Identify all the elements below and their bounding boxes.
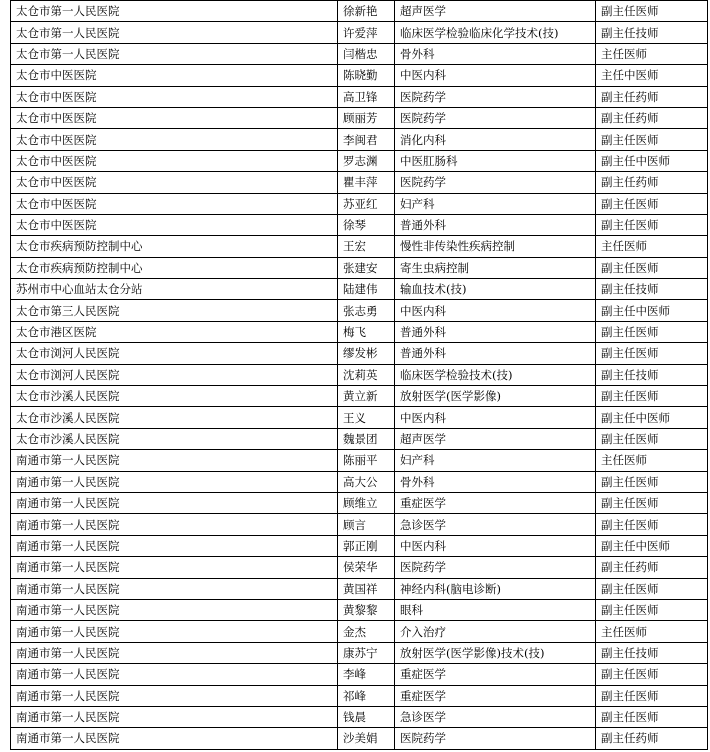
specialty-cell: 重症医学 — [395, 685, 596, 706]
specialty-cell: 医院药学 — [395, 172, 596, 193]
hospital-cell: 太仓市中医医院 — [11, 172, 338, 193]
table-row — [11, 578, 708, 599]
specialty-cell: 寄生虫病控制 — [395, 257, 596, 278]
title-cell: 副主任药师 — [596, 172, 708, 193]
hospital-cell: 太仓市沙溪人民医院 — [11, 386, 338, 407]
hospital-cell: 南通市第一人民医院 — [11, 685, 338, 706]
name-cell: 李峰 — [338, 664, 395, 685]
table-row — [11, 364, 708, 385]
table-row — [11, 321, 708, 342]
table-row — [11, 664, 708, 685]
name-cell: 徐新艳 — [338, 1, 395, 22]
title-cell: 副主任技师 — [596, 642, 708, 663]
specialty-cell: 临床医学检验临床化学技术(技) — [395, 22, 596, 43]
specialty-cell: 临床医学检验技术(技) — [395, 364, 596, 385]
hospital-cell: 太仓市第一人民医院 — [11, 43, 338, 64]
table-row — [11, 214, 708, 235]
name-cell: 闫楷忠 — [338, 43, 395, 64]
table-row — [11, 450, 708, 471]
hospital-cell: 太仓市浏河人民医院 — [11, 364, 338, 385]
title-cell: 主任医师 — [596, 450, 708, 471]
title-cell: 副主任医师 — [596, 599, 708, 620]
title-cell: 副主任中医师 — [596, 300, 708, 321]
table-row — [11, 407, 708, 428]
hospital-cell: 南通市第一人民医院 — [11, 535, 338, 556]
specialty-cell: 医院药学 — [395, 557, 596, 578]
hospital-cell: 太仓市沙溪人民医院 — [11, 407, 338, 428]
table-row — [11, 300, 708, 321]
title-cell: 副主任医师 — [596, 664, 708, 685]
specialty-cell: 普通外科 — [395, 321, 596, 342]
table-row — [11, 279, 708, 300]
specialty-cell: 中医内科 — [395, 407, 596, 428]
specialty-cell: 中医肛肠科 — [395, 150, 596, 171]
name-cell: 罗志渊 — [338, 150, 395, 171]
table-row — [11, 386, 708, 407]
title-cell: 副主任医师 — [596, 578, 708, 599]
title-cell: 主任医师 — [596, 236, 708, 257]
hospital-cell: 太仓市疾病预防控制中心 — [11, 257, 338, 278]
name-cell: 侯荣华 — [338, 557, 395, 578]
name-cell: 黄国祥 — [338, 578, 395, 599]
hospital-cell: 南通市第一人民医院 — [11, 642, 338, 663]
title-cell: 副主任药师 — [596, 86, 708, 107]
personnel-table — [10, 0, 708, 750]
hospital-cell: 南通市第一人民医院 — [11, 471, 338, 492]
hospital-cell: 南通市第一人民医院 — [11, 706, 338, 727]
name-cell: 康苏宁 — [338, 642, 395, 663]
hospital-cell: 南通市第一人民医院 — [11, 664, 338, 685]
specialty-cell: 放射医学(医学影像) — [395, 386, 596, 407]
name-cell: 王宏 — [338, 236, 395, 257]
name-cell: 沈莉英 — [338, 364, 395, 385]
table-row — [11, 65, 708, 86]
hospital-cell: 南通市第一人民医院 — [11, 621, 338, 642]
specialty-cell: 骨外科 — [395, 471, 596, 492]
title-cell: 副主任医师 — [596, 428, 708, 449]
table-row — [11, 43, 708, 64]
table-row — [11, 193, 708, 214]
specialty-cell: 妇产科 — [395, 193, 596, 214]
hospital-cell: 南通市第一人民医院 — [11, 599, 338, 620]
specialty-cell: 眼科 — [395, 599, 596, 620]
title-cell: 副主任医师 — [596, 685, 708, 706]
table-row — [11, 172, 708, 193]
hospital-cell: 太仓市中医医院 — [11, 193, 338, 214]
specialty-cell: 骨外科 — [395, 43, 596, 64]
title-cell: 副主任医师 — [596, 343, 708, 364]
name-cell: 李闽君 — [338, 129, 395, 150]
name-cell: 高大公 — [338, 471, 395, 492]
specialty-cell: 妇产科 — [395, 450, 596, 471]
hospital-cell: 太仓市中医医院 — [11, 214, 338, 235]
table-row — [11, 471, 708, 492]
name-cell: 高卫锋 — [338, 86, 395, 107]
title-cell: 副主任医师 — [596, 471, 708, 492]
personnel-table-body — [11, 1, 708, 750]
table-row — [11, 514, 708, 535]
hospital-cell: 南通市第一人民医院 — [11, 728, 338, 749]
hospital-cell: 太仓市中医医院 — [11, 86, 338, 107]
title-cell: 副主任中医师 — [596, 535, 708, 556]
name-cell: 郭正刚 — [338, 535, 395, 556]
title-cell: 主任医师 — [596, 621, 708, 642]
title-cell: 主任医师 — [596, 43, 708, 64]
specialty-cell: 介入治疗 — [395, 621, 596, 642]
hospital-cell: 太仓市第一人民医院 — [11, 1, 338, 22]
specialty-cell: 重症医学 — [395, 664, 596, 685]
specialty-cell: 急诊医学 — [395, 706, 596, 727]
specialty-cell: 超声医学 — [395, 428, 596, 449]
title-cell: 副主任医师 — [596, 386, 708, 407]
name-cell: 徐琴 — [338, 214, 395, 235]
title-cell: 副主任技师 — [596, 364, 708, 385]
name-cell: 许爱萍 — [338, 22, 395, 43]
hospital-cell: 太仓市中医医院 — [11, 150, 338, 171]
specialty-cell: 普通外科 — [395, 214, 596, 235]
name-cell: 缪发彬 — [338, 343, 395, 364]
hospital-cell: 太仓市疾病预防控制中心 — [11, 236, 338, 257]
hospital-cell: 太仓市沙溪人民医院 — [11, 428, 338, 449]
table-row — [11, 706, 708, 727]
hospital-cell: 太仓市浏河人民医院 — [11, 343, 338, 364]
table-row — [11, 129, 708, 150]
title-cell: 副主任医师 — [596, 214, 708, 235]
title-cell: 副主任医师 — [596, 257, 708, 278]
table-row — [11, 599, 708, 620]
hospital-cell: 南通市第一人民医院 — [11, 514, 338, 535]
specialty-cell: 输血技术(技) — [395, 279, 596, 300]
table-row — [11, 343, 708, 364]
title-cell: 副主任医师 — [596, 193, 708, 214]
name-cell: 梅飞 — [338, 321, 395, 342]
specialty-cell: 急诊医学 — [395, 514, 596, 535]
title-cell: 副主任药师 — [596, 728, 708, 749]
name-cell: 陈丽平 — [338, 450, 395, 471]
hospital-cell: 太仓市第三人民医院 — [11, 300, 338, 321]
name-cell: 苏亚红 — [338, 193, 395, 214]
specialty-cell: 重症医学 — [395, 492, 596, 513]
table-row — [11, 557, 708, 578]
name-cell: 金杰 — [338, 621, 395, 642]
table-row — [11, 236, 708, 257]
name-cell: 顾维立 — [338, 492, 395, 513]
table-row — [11, 86, 708, 107]
specialty-cell: 中医内科 — [395, 65, 596, 86]
title-cell: 副主任医师 — [596, 321, 708, 342]
table-row — [11, 257, 708, 278]
table-row — [11, 22, 708, 43]
title-cell: 副主任医师 — [596, 129, 708, 150]
name-cell: 陈晓勤 — [338, 65, 395, 86]
name-cell: 沙美娟 — [338, 728, 395, 749]
name-cell: 顾丽芳 — [338, 107, 395, 128]
table-row — [11, 685, 708, 706]
title-cell: 副主任技师 — [596, 22, 708, 43]
name-cell: 黄立新 — [338, 386, 395, 407]
hospital-cell: 南通市第一人民医院 — [11, 450, 338, 471]
table-row — [11, 492, 708, 513]
hospital-cell: 太仓市港区医院 — [11, 321, 338, 342]
specialty-cell: 中医内科 — [395, 300, 596, 321]
title-cell: 副主任技师 — [596, 279, 708, 300]
title-cell: 副主任医师 — [596, 492, 708, 513]
table-row — [11, 1, 708, 22]
specialty-cell: 超声医学 — [395, 1, 596, 22]
title-cell: 副主任药师 — [596, 107, 708, 128]
specialty-cell: 慢性非传染性疾病控制 — [395, 236, 596, 257]
title-cell: 副主任医师 — [596, 1, 708, 22]
hospital-cell: 苏州市中心血站太仓分站 — [11, 279, 338, 300]
name-cell: 黄黎黎 — [338, 599, 395, 620]
name-cell: 祁峰 — [338, 685, 395, 706]
table-row — [11, 428, 708, 449]
name-cell: 钱晨 — [338, 706, 395, 727]
table-row — [11, 621, 708, 642]
table-row — [11, 535, 708, 556]
specialty-cell: 普通外科 — [395, 343, 596, 364]
table-row — [11, 728, 708, 749]
specialty-cell: 中医内科 — [395, 535, 596, 556]
hospital-cell: 太仓市中医医院 — [11, 65, 338, 86]
specialty-cell: 医院药学 — [395, 86, 596, 107]
hospital-cell: 南通市第一人民医院 — [11, 557, 338, 578]
hospital-cell: 南通市第一人民医院 — [11, 578, 338, 599]
name-cell: 张建安 — [338, 257, 395, 278]
hospital-cell: 南通市第一人民医院 — [11, 492, 338, 513]
specialty-cell: 医院药学 — [395, 728, 596, 749]
name-cell: 顾言 — [338, 514, 395, 535]
hospital-cell: 太仓市第一人民医院 — [11, 22, 338, 43]
name-cell: 瞿丰萍 — [338, 172, 395, 193]
name-cell: 王义 — [338, 407, 395, 428]
hospital-cell: 太仓市中医医院 — [11, 129, 338, 150]
name-cell: 张志勇 — [338, 300, 395, 321]
hospital-cell: 太仓市中医医院 — [11, 107, 338, 128]
specialty-cell: 消化内科 — [395, 129, 596, 150]
name-cell: 魏景团 — [338, 428, 395, 449]
title-cell: 副主任医师 — [596, 514, 708, 535]
specialty-cell: 神经内科(脑电诊断) — [395, 578, 596, 599]
specialty-cell: 医院药学 — [395, 107, 596, 128]
table-row — [11, 150, 708, 171]
title-cell: 副主任药师 — [596, 557, 708, 578]
table-row — [11, 107, 708, 128]
title-cell: 主任中医师 — [596, 65, 708, 86]
name-cell: 陆建伟 — [338, 279, 395, 300]
title-cell: 副主任中医师 — [596, 407, 708, 428]
table-row — [11, 642, 708, 663]
title-cell: 副主任医师 — [596, 706, 708, 727]
title-cell: 副主任中医师 — [596, 150, 708, 171]
specialty-cell: 放射医学(医学影像)技术(技) — [395, 642, 596, 663]
